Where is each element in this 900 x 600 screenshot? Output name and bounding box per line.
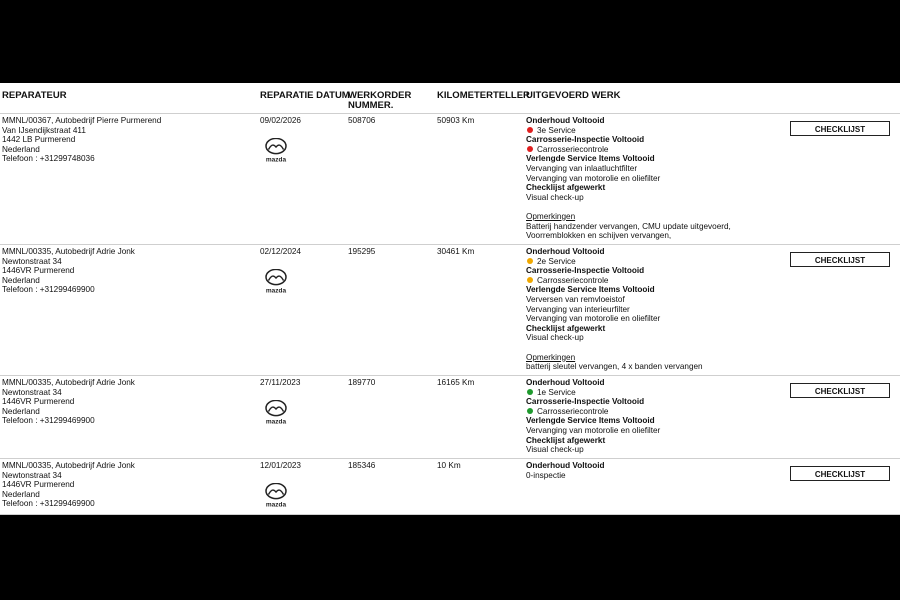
repair-date: 12/01/2023	[260, 461, 301, 470]
repair-date: 27/11/2023	[260, 378, 301, 387]
extended-service-item: Verversen van remvloeistof	[526, 294, 625, 304]
mazda-logo-icon	[262, 269, 290, 294]
workorder-number: 195295	[348, 247, 376, 256]
header-repairer: REPARATEUR	[2, 90, 67, 101]
remarks-text: Voorremblokken en schijven vervangen,	[526, 231, 672, 241]
checklist-status: Checklijst afgewerkt	[526, 323, 606, 333]
odometer-value: 30461 Km	[437, 247, 475, 256]
mazda-logo-text: mazda	[265, 501, 287, 508]
body-inspection-label: Carrosseriecontrole	[537, 144, 609, 154]
repairer-phone: Telefoon : +31299469900	[2, 416, 95, 426]
service-item	[526, 257, 786, 267]
odometer-value: 16165 Km	[437, 378, 475, 387]
repairer-country: Nederland	[2, 406, 40, 416]
header-work-done: UITGEVOERD WERK	[526, 90, 621, 101]
repairer-country: Nederland	[2, 489, 40, 499]
checklist-item: Visual check-up	[526, 333, 584, 343]
repair-date: 02/12/2024	[260, 247, 301, 256]
mazda-logo-text: mazda	[265, 418, 287, 425]
mazda-logo-icon	[262, 483, 290, 508]
repairer-name: MMNL/00335, Autobedrijf Adrie Jonk	[2, 378, 135, 387]
repair-date: 09/02/2026	[260, 116, 301, 125]
body-inspection-status: Carrosserie-Inspectie Voltooid	[526, 397, 645, 407]
repairer-city: 1446VR Purmerend	[2, 480, 75, 490]
repairer-city: 1446VR Purmerend	[2, 266, 75, 276]
extended-service-status: Verlengde Service Items Voltooid	[526, 285, 655, 295]
table-row	[0, 376, 900, 459]
repairer-name: MMNL/00367, Autobedrijf Pierre Purmerend	[2, 116, 162, 125]
remarks-text: Batterij handzender vervangen, CMU update uitgevoerd,	[526, 221, 731, 231]
mazda-logo-text: mazda	[265, 287, 287, 294]
table-row	[0, 245, 900, 376]
checklist-item: Visual check-up	[526, 445, 584, 455]
odometer-value: 10 Km	[437, 461, 461, 470]
header-workorder-line2: NUMMER.	[348, 100, 394, 111]
table-row	[0, 114, 900, 245]
table-header	[0, 83, 900, 114]
header-repair-date: REPARATIE DATUM	[260, 90, 350, 101]
service-item	[526, 126, 786, 136]
odometer-value: 50903 Km	[437, 116, 475, 125]
checklist-status: Checklijst afgewerkt	[526, 435, 606, 445]
repairer-street: Newtonstraat 34	[2, 470, 62, 480]
body-inspection-status: Carrosserie-Inspectie Voltooid	[526, 135, 645, 145]
extended-service-item: Vervanging van motorolie en oliefilter	[526, 173, 661, 183]
status-dot-green-icon	[527, 389, 533, 395]
maintenance-status: Onderhoud Voltooid	[526, 378, 605, 387]
maintenance-status: Onderhoud Voltooid	[526, 116, 605, 125]
body-inspection-item	[526, 407, 786, 417]
mazda-logo-text: mazda	[265, 156, 287, 163]
service-history-table	[0, 83, 900, 515]
status-dot-red-icon	[527, 127, 533, 133]
repairer-street: Newtonstraat 34	[2, 256, 62, 266]
maintenance-status: Onderhoud Voltooid	[526, 247, 605, 256]
status-dot-orange-icon	[527, 277, 533, 283]
repairer-street: Van IJsendijkstraat 411	[2, 125, 86, 135]
repairer-info	[2, 247, 252, 295]
repairer-country: Nederland	[2, 144, 40, 154]
header-workorder-line1: WERKORDER	[348, 90, 412, 101]
body-inspection-status: Carrosserie-Inspectie Voltooid	[526, 266, 645, 276]
repairer-info	[2, 461, 252, 509]
header-workorder	[348, 91, 411, 111]
repairer-name: MMNL/00335, Autobedrijf Adrie Jonk	[2, 461, 135, 470]
checklist-status: Checklijst afgewerkt	[526, 183, 606, 193]
service-label: 2e Service	[537, 256, 576, 266]
maintenance-status: Onderhoud Voltooid	[526, 461, 605, 470]
inspection-item: 0-inspectie	[526, 470, 566, 480]
checklist-button[interactable]: CHECKLIJST	[790, 466, 890, 481]
remarks-title: Opmerkingen	[526, 211, 576, 221]
checklist-button[interactable]: CHECKLIJST	[790, 252, 890, 267]
status-dot-red-icon	[527, 146, 533, 152]
repairer-phone: Telefoon : +31299469900	[2, 285, 95, 295]
repairer-city: 1446VR Purmerend	[2, 397, 75, 407]
work-details	[526, 378, 786, 455]
repairer-info	[2, 378, 252, 426]
workorder-number: 508706	[348, 116, 376, 125]
mazda-logo-icon	[262, 400, 290, 425]
checklist-button[interactable]: CHECKLIJST	[790, 383, 890, 398]
extended-service-status: Verlengde Service Items Voltooid	[526, 154, 655, 164]
extended-service-item: Vervanging van interieurfilter	[526, 304, 630, 314]
status-dot-orange-icon	[527, 258, 533, 264]
header-odometer: KILOMETERTELLER	[437, 90, 530, 101]
repairer-country: Nederland	[2, 275, 40, 285]
status-dot-green-icon	[527, 408, 533, 414]
remarks-title: Opmerkingen	[526, 352, 576, 362]
repairer-phone: Telefoon : +31299748036	[2, 154, 95, 164]
extended-service-status: Verlengde Service Items Voltooid	[526, 416, 655, 426]
repairer-city: 1442 LB Purmerend	[2, 135, 76, 145]
repairer-phone: Telefoon : +31299469900	[2, 499, 95, 509]
workorder-number: 189770	[348, 378, 376, 387]
repairer-street: Newtonstraat 34	[2, 387, 62, 397]
work-details	[526, 116, 786, 241]
remarks-text: batterij sleutel vervangen, 4 x banden vervangen	[526, 362, 703, 372]
checklist-item: Visual check-up	[526, 192, 584, 202]
body-inspection-label: Carrosseriecontrole	[537, 275, 609, 285]
body-inspection-item	[526, 276, 786, 286]
work-details	[526, 247, 786, 372]
body-inspection-label: Carrosseriecontrole	[537, 406, 609, 416]
repairer-name: MMNL/00335, Autobedrijf Adrie Jonk	[2, 247, 135, 256]
checklist-button[interactable]: CHECKLIJST	[790, 121, 890, 136]
service-item	[526, 388, 786, 398]
extended-service-item: Vervanging van motorolie en oliefilter	[526, 425, 661, 435]
extended-service-item: Vervanging van motorolie en oliefilter	[526, 314, 661, 324]
service-label: 1e Service	[537, 387, 576, 397]
work-details	[526, 461, 786, 480]
workorder-number: 185346	[348, 461, 376, 470]
repairer-info	[2, 116, 252, 164]
mazda-logo-icon	[262, 138, 290, 163]
service-label: 3e Service	[537, 125, 576, 135]
body-inspection-item	[526, 145, 786, 155]
extended-service-item: Vervanging van inlaatluchtfilter	[526, 163, 638, 173]
table-row	[0, 459, 900, 515]
